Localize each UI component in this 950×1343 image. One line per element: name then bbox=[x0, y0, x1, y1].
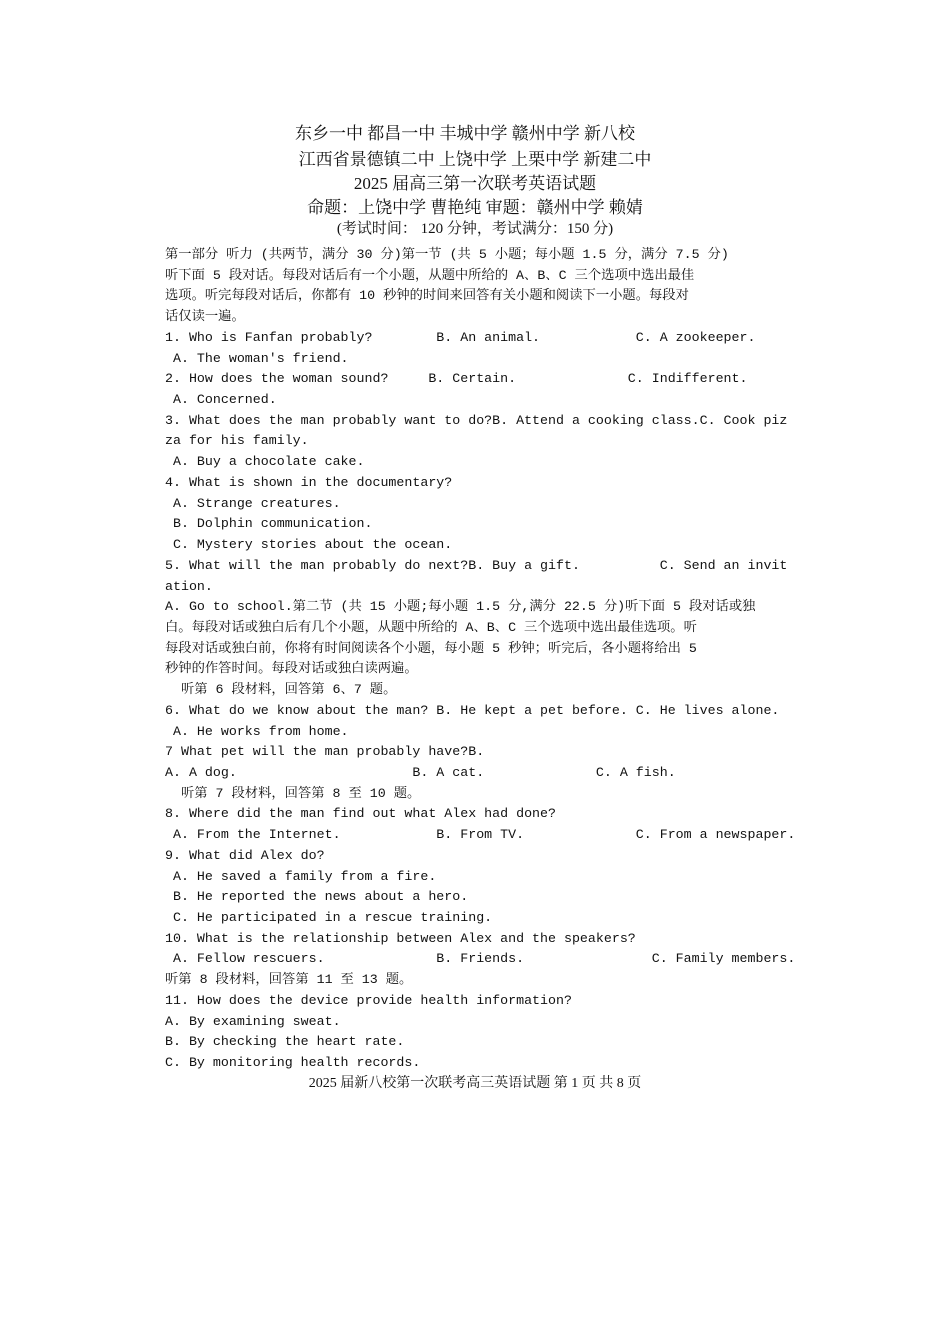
text-line: 11. How does the device provide health information? bbox=[165, 992, 572, 1008]
page-footer: 2025 届新八校第一次联考高三英语试题 第 1 页 共 8 页 bbox=[308, 1076, 642, 1091]
text-line: A. He works from home. bbox=[165, 723, 349, 739]
text-line: A. Go to school.第二节 (共 15 小题;每小题 1.5 分,满分 22.5 分)听下面 5 段对话或独 bbox=[165, 599, 756, 615]
text-line: 听下面 5 段对话。每段对话后有一个小题，从题中所给的 A、B、C 三个选项中选出最佳 bbox=[165, 267, 695, 283]
text-line: za for his family. bbox=[165, 433, 309, 449]
text-line: A. Buy a chocolate cake. bbox=[165, 454, 365, 470]
text-line: A. The woman's friend. bbox=[165, 350, 349, 366]
text-line: 听第 6 段材料，回答第 6、7 题。 bbox=[165, 682, 397, 698]
text-line: 听第 8 段材料，回答第 11 至 13 题。 bbox=[165, 972, 413, 988]
text-line: C. By monitoring health records. bbox=[165, 1055, 421, 1071]
text-line: ation. bbox=[165, 578, 213, 594]
text-line: 1. Who is Fanfan probably? B. An animal. C. A zookeeper. bbox=[165, 329, 756, 345]
text-line: A. Strange creatures. bbox=[165, 495, 341, 511]
text-line: A. He saved a family from a fire. bbox=[165, 868, 437, 884]
text-line: 6. What do we know about the man? B. He kept a pet before. C. He lives alone. bbox=[165, 702, 780, 718]
text-line: 选项。听完每段对话后，你都有 10 秒钟的时间来回答有关小题和阅读下一小题。每段对 bbox=[165, 288, 689, 304]
text-line: 5. What will the man probably do next?B. Buy a gift. C. Send an invit bbox=[165, 557, 788, 573]
text-line: B. He reported the news about a hero. bbox=[165, 889, 469, 905]
school-list-line-1: 东乡一中 都昌一中 丰城中学 赣州中学 新八校 bbox=[295, 124, 635, 143]
text-line: 白。每段对话或独白后有几个小题，从题中所给的 A、B、C 三个选项中选出最佳选项。听 bbox=[165, 619, 697, 635]
text-line: 每段对话或独白前，你将有时间阅读各个小题，每小题 5 秒钟；听完后，各小题将给出 5 bbox=[165, 640, 697, 656]
exam-authors: 命题：上饶中学 曹艳纯 审题：赣州中学 赖婧 bbox=[307, 198, 643, 217]
text-line: 听第 7 段材料，回答第 8 至 10 题。 bbox=[165, 785, 421, 801]
text-line: 2. How does the woman sound? B. Certain. C. Indifferent. bbox=[165, 371, 748, 387]
text-line: 第一部分 听力 (共两节，满分 30 分)第一节 (共 5 小题；每小题 1.5 分，满分 7.5 分) bbox=[165, 247, 729, 262]
text-line: 话仅读一遍。 bbox=[165, 309, 245, 325]
exam-title: 2025 届高三第一次联考英语试题 bbox=[353, 174, 597, 193]
school-list-line-2: 江西省景德镇二中 上饶中学 上栗中学 新建二中 bbox=[298, 150, 652, 169]
text-line: B. Dolphin communication. bbox=[165, 516, 373, 532]
text-line: A. From the Internet. B. From TV. C. From a newspaper. bbox=[165, 827, 796, 843]
text-line: C. Mystery stories about the ocean. bbox=[165, 537, 453, 553]
text-line: 7 What pet will the man probably have?B. bbox=[165, 744, 485, 760]
text-line: 9. What did Alex do? bbox=[165, 847, 325, 863]
text-line: B. By checking the heart rate. bbox=[165, 1034, 405, 1050]
text-line: 10. What is the relationship between Alex and the speakers? bbox=[165, 930, 636, 946]
text-line: A. Concerned. bbox=[165, 392, 277, 408]
text-line: 秒钟的作答时间。每段对话或独白读两遍。 bbox=[165, 661, 418, 677]
exam-body bbox=[165, 245, 805, 1074]
text-line: A. Fellow rescuers. B. Friends. C. Family members. bbox=[165, 951, 796, 967]
text-line: A. By examining sweat. bbox=[165, 1013, 341, 1029]
text-line: 8. Where did the man find out what Alex had done? bbox=[165, 806, 556, 822]
exam-info: (考试时间： 120 分钟，考试满分：150 分) bbox=[336, 221, 614, 237]
text-line: 4. What is shown in the documentary? bbox=[165, 474, 453, 490]
text-line: 3. What does the man probably want to do?B. Attend a cooking class.C. Cook piz bbox=[165, 412, 788, 428]
text-line: A. A dog. B. A cat. C. A fish. bbox=[165, 764, 676, 780]
text-line: C. He participated in a rescue training. bbox=[165, 910, 493, 925]
